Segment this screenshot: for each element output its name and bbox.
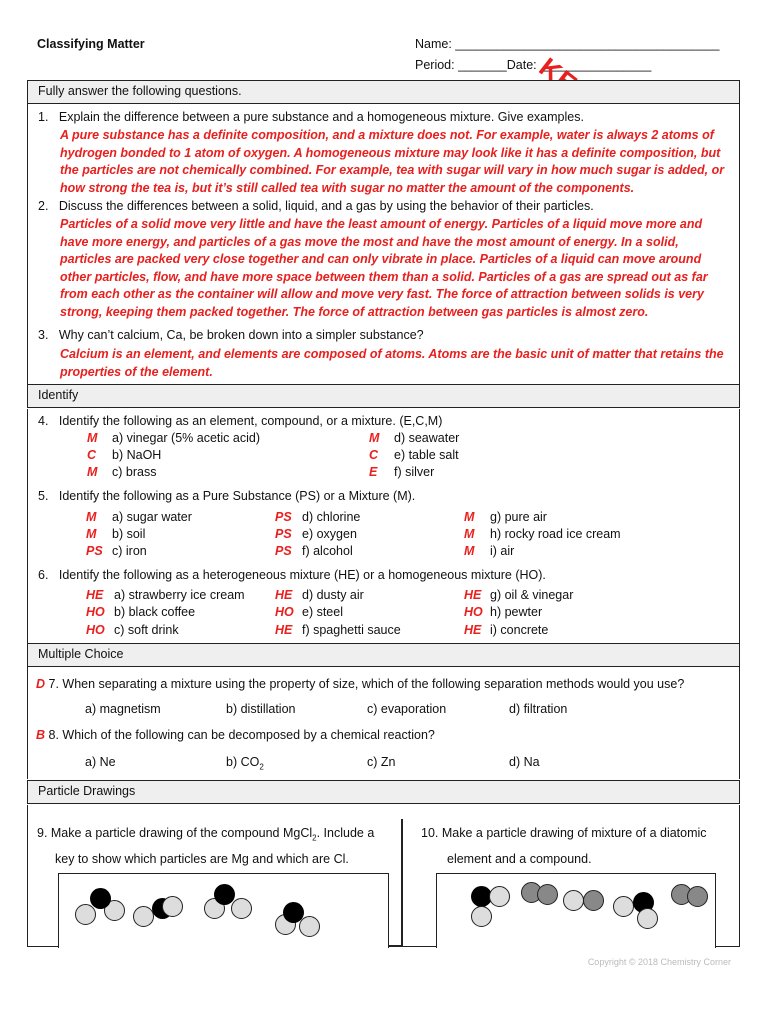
question-number: 3. xyxy=(38,328,49,342)
white-particle xyxy=(489,886,510,907)
worksheet-title: Classifying Matter xyxy=(37,37,145,51)
question-text: Identify the following as a Pure Substance (PS) or a Mixture (M). xyxy=(58,489,416,503)
list-item: PS d) chlorine xyxy=(275,510,361,524)
question-number: 4. xyxy=(38,414,49,428)
drawing-box-10 xyxy=(436,873,716,948)
copyright: Copyright © 2018 Chemistry Corner xyxy=(587,957,731,967)
section-header-identify: Identify xyxy=(27,384,740,408)
gray-particle xyxy=(583,890,604,911)
question-7 xyxy=(36,677,684,691)
section-header-questions: Fully answer the following questions. xyxy=(27,80,740,104)
list-item: PS f) alcohol xyxy=(275,544,353,558)
option-d: d) filtration xyxy=(509,702,568,716)
option-d: d) Na xyxy=(509,755,540,769)
list-item: PS e) oxygen xyxy=(275,527,357,541)
answer-7: D xyxy=(36,677,46,691)
question-3 xyxy=(38,328,424,342)
list-item: M h) rocky road ice cream xyxy=(464,527,621,541)
answer-1: A pure substance has a definite composition, and a mixture does not. For example, water is always 2 atoms of hydrogen bonded to 1 atom of oxygen. A homogeneous mixture may look like it has a definite composition, but the particles are not chemically combined. For example, tea with sugar will vary in how much sugar is added, or how strong the tea is, but it’s still called tea with sugar no matter the amount of the components. xyxy=(60,128,725,195)
option-a: a) magnetism xyxy=(85,702,161,716)
question-number: 6. xyxy=(38,568,49,582)
cl-particle xyxy=(231,898,252,919)
white-particle xyxy=(563,890,584,911)
question-8 xyxy=(36,728,435,742)
list-item: M i) air xyxy=(464,544,515,558)
option-c: c) Zn xyxy=(367,755,396,769)
white-particle xyxy=(471,906,492,927)
period-date-field: Period: _______Date: ________________ xyxy=(415,58,652,72)
list-item: M c) brass xyxy=(87,465,157,479)
question-text: 7. When separating a mixture using the property of size, which of the following separation methods would you use? xyxy=(48,677,685,691)
option-b: b) distillation xyxy=(226,702,296,716)
answer-8: B xyxy=(36,728,46,742)
question-1 xyxy=(38,110,584,124)
list-item: HE a) strawberry ice cream xyxy=(86,588,245,602)
question-9-line-2: key to show which particles are Mg and which are Cl. xyxy=(55,852,349,866)
question-text: 8. Which of the following can be decomposed by a chemical reaction? xyxy=(48,728,435,742)
answer-2: Particles of a solid move very little and have the least amount of energy. Particles of a liquid move more and have more energy, and particles of a gas move the most and have the most amount of energy. In a solid, particles are packed very close together and can only vibrate in place. Particles of a liquid can move around other particles, flow, and have more space between them than a solid. Particles of a gas are spread out as far from each other as the container will allow and move very fast. The force of attraction between solids is very strong, keeping them packed together. The force of attraction between gas particles is almost zero. xyxy=(60,217,708,319)
question-number: 2. xyxy=(38,199,49,213)
cl-particle xyxy=(133,906,154,927)
list-item: M g) pure air xyxy=(464,510,547,524)
list-item: HO h) pewter xyxy=(464,605,543,619)
question-text: Explain the difference between a pure substance and a homogeneous mixture. Give examples. xyxy=(58,110,584,124)
section-header-multiple-choice: Multiple Choice xyxy=(27,643,740,667)
question-6 xyxy=(38,568,546,582)
question-10-line-2: element and a compound. xyxy=(447,852,592,866)
option-b: b) $CO_2$ xyxy=(226,755,264,772)
white-particle xyxy=(637,908,658,929)
white-particle xyxy=(613,896,634,917)
question-text: Why can’t calcium, Ca, be broken down into a simpler substance? xyxy=(58,328,424,342)
list-item: HE i) concrete xyxy=(464,623,549,637)
list-item: HE f) spaghetti sauce xyxy=(275,623,401,637)
list-item: M a) vinegar (5% acetic acid) xyxy=(87,431,260,445)
list-item: HO c) soft drink xyxy=(86,623,179,637)
list-item: M b) soil xyxy=(86,527,146,541)
list-item: HE d) dusty air xyxy=(275,588,364,602)
question-text: Identify the following as an element, compound, or a mixture. (E,C,M) xyxy=(58,414,443,428)
question-number: 5. xyxy=(38,489,49,503)
question-number: 1. xyxy=(38,110,49,124)
cl-particle xyxy=(299,916,320,937)
question-text: Identify the following as a heterogeneous mixture (HE) or a homogeneous mixture (HO). xyxy=(58,568,546,582)
option-c: c) evaporation xyxy=(367,702,447,716)
section-header-particle-drawings: Particle Drawings xyxy=(27,780,740,804)
question-9: 9. Make a particle drawing of the compound MgCl$_2$. Include a xyxy=(37,826,375,843)
list-item: PS c) iron xyxy=(86,544,147,558)
question-text: Discuss the differences between a solid, liquid, and a gas by using the behavior of their particles. xyxy=(58,199,594,213)
gray-particle xyxy=(537,884,558,905)
list-item: C e) table salt xyxy=(369,448,459,462)
list-item: E f) silver xyxy=(369,465,435,479)
column-divider xyxy=(401,819,403,947)
question-2 xyxy=(38,199,594,213)
name-field: Name: ______________________________________ xyxy=(415,37,720,51)
option-a: a) Ne xyxy=(85,755,116,769)
gray-particle xyxy=(687,886,708,907)
list-item: HO b) black coffee xyxy=(86,605,196,619)
question-5 xyxy=(38,489,415,503)
question-10: 10. Make a particle drawing of mixture of a diatomic xyxy=(421,826,707,840)
list-item: HE g) oil & vinegar xyxy=(464,588,574,602)
cl-particle xyxy=(162,896,183,917)
list-item: M d) seawater xyxy=(369,431,460,445)
list-item: C b) NaOH xyxy=(87,448,162,462)
cl-particle xyxy=(75,904,96,925)
mg-particle xyxy=(90,888,111,909)
drawing-box-9 xyxy=(58,873,389,948)
question-4 xyxy=(38,414,442,428)
answer-3: Calcium is an element, and elements are composed of atoms. Atoms are the basic unit of matter that retains the properties of the element. xyxy=(60,347,724,379)
list-item: M a) sugar water xyxy=(86,510,192,524)
list-item: HO e) steel xyxy=(275,605,343,619)
